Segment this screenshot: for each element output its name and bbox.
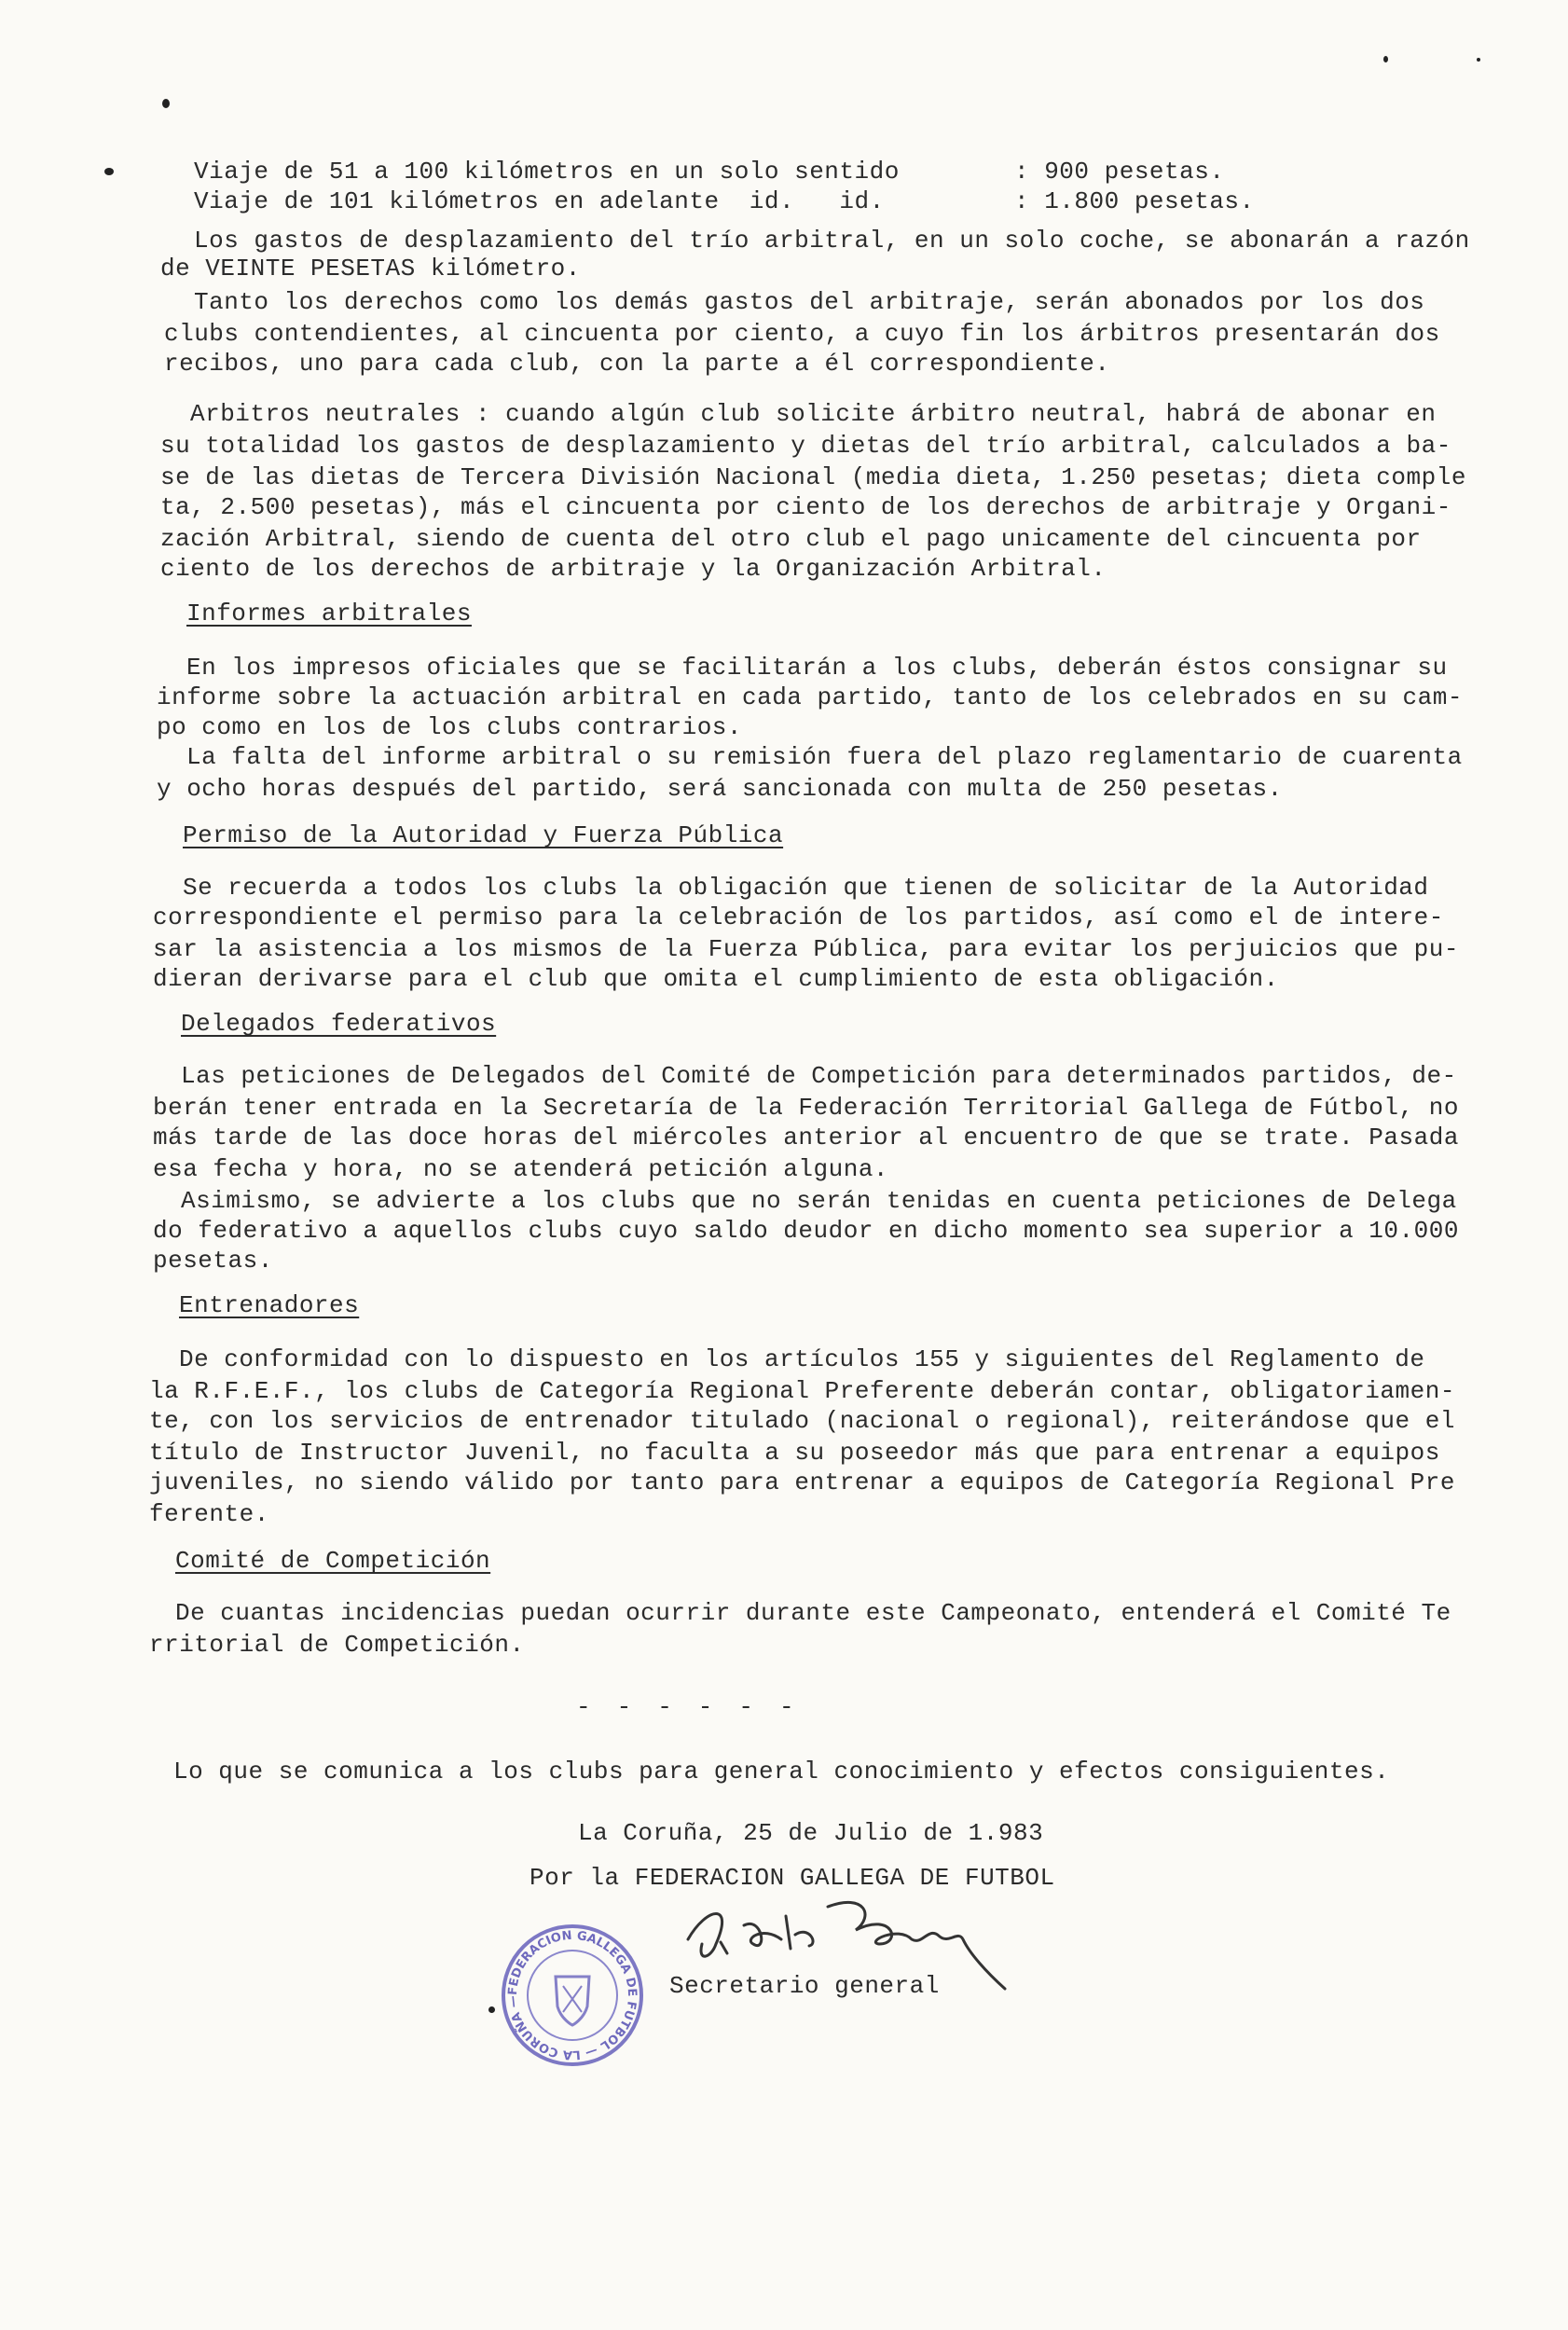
section-heading: Permiso de la Autoridad y Fuerza Pública xyxy=(183,821,784,849)
paragraph-line: De conformidad con lo dispuesto en los artículos 155 y siguientes del Reglamento de xyxy=(179,1345,1425,1373)
separator-dashes: ------ xyxy=(576,1693,820,1721)
paragraph-line: En los impresos oficiales que se facilitarán a los clubs, deberán éstos consignar su xyxy=(186,654,1448,682)
fee-row-label: Viaje de 101 kilómetros en adelante id. id. xyxy=(194,187,885,215)
paragraph-line: zación Arbitral, siendo de cuenta del otro club el pago unicamente del cincuenta por xyxy=(160,525,1422,553)
fee-row-label: Viaje de 51 a 100 kilómetros en un solo sentido xyxy=(194,158,900,186)
section-heading: Delegados federativos xyxy=(181,1010,497,1038)
paper-mark xyxy=(104,168,114,175)
paragraph-line: te, con los servicios de entrenador titulado (nacional o regional), reiterándose que el xyxy=(149,1407,1455,1435)
paragraph-line: Los gastos de desplazamiento del trío arbitral, en un solo coche, se abonarán a razón xyxy=(194,227,1470,255)
fee-row-amount: : 1.800 pesetas. xyxy=(1014,187,1255,215)
paragraph-line: de VEINTE PESETAS kilómetro. xyxy=(160,255,581,283)
fee-row-amount: : 900 pesetas. xyxy=(1014,158,1225,186)
svg-text:FEDERACION GALLEGA DE FUTBOL — xyxy=(506,1929,639,2061)
paragraph-line: sar la asistencia a los mismos de la Fuerza Pública, para evitar los perjuicios que pu- xyxy=(153,935,1459,963)
closing-statement: Lo que se comunica a los clubs para general conocimiento y efectos consiguientes. xyxy=(173,1758,1390,1785)
paragraph-line: la R.F.E.F., los clubs de Categoría Regional Preferente deberán contar, obligatoriamen- xyxy=(149,1377,1455,1405)
paragraph-line: De cuantas incidencias puedan ocurrir durante este Campeonato, entenderá el Comité Te xyxy=(175,1599,1451,1627)
paragraph-line: y ocho horas después del partido, será sancionada con multa de 250 pesetas. xyxy=(157,775,1283,803)
paragraph-line: Tanto los derechos como los demás gastos del arbitraje, serán abonados por los dos xyxy=(194,288,1425,316)
paragraph-line: esa fecha y hora, no se atenderá petición alguna. xyxy=(153,1155,889,1183)
stamp-dot xyxy=(488,2006,495,2013)
federation-line: Por la FEDERACION GALLEGA DE FUTBOL xyxy=(530,1864,1055,1892)
stamp-text: FEDERACION GALLEGA DE FUTBOL — LA CORUÑA — xyxy=(505,1928,640,2062)
paragraph-line: se de las dietas de Tercera División Nacional (media dieta, 1.250 pesetas; dieta comple xyxy=(160,463,1466,491)
paper-mark xyxy=(1477,58,1480,62)
paper-mark xyxy=(162,99,170,108)
paragraph-line: su totalidad los gastos de desplazamiento y dietas del trío arbitral, calculados a ba- xyxy=(160,432,1451,460)
paragraph-line: Arbitros neutrales : cuando algún club solicite árbitro neutral, habrá de abonar en xyxy=(190,400,1437,428)
paragraph-line: informe sobre la actuación arbitral en cada partido, tanto de los celebrados en su cam- xyxy=(157,683,1463,711)
paragraph-line: berán tener entrada en la Secretaría de la Federación Territorial Gallega de Fútbol, no xyxy=(153,1094,1459,1122)
federation-stamp xyxy=(498,1921,647,2070)
paragraph-line: Las peticiones de Delegados del Comité de Competición para determinados partidos, de- xyxy=(181,1062,1457,1090)
paragraph-line: pesetas. xyxy=(153,1247,273,1275)
paragraph-line: juveniles, no siendo válido por tanto para entrenar a equipos de Categoría Regional Pre xyxy=(149,1468,1455,1496)
paragraph-line: recibos, uno para cada club, con la parte a él correspondiente. xyxy=(164,350,1110,378)
section-heading: Informes arbitrales xyxy=(186,600,472,627)
place-date: La Coruña, 25 de Julio de 1.983 xyxy=(578,1819,1044,1847)
paragraph-line: La falta del informe arbitral o su remisión fuera del plazo reglamentario de cuarenta xyxy=(186,743,1463,771)
paragraph-line: correspondiente el permiso para la celebración de los partidos, así como el de intere- xyxy=(153,903,1444,931)
paragraph-line: título de Instructor Juvenil, no faculta a su poseedor más que para entrenar a equipos xyxy=(149,1439,1440,1467)
section-heading: Comité de Competición xyxy=(175,1547,491,1575)
paragraph-line: Asimismo, se advierte a los clubs que no serán tenidas en cuenta peticiones de Delega xyxy=(181,1187,1457,1215)
signer-title: Secretario general xyxy=(669,1972,940,2000)
paragraph-line: ciento de los derechos de arbitraje y la Organización Arbitral. xyxy=(160,555,1107,583)
paragraph-line: dieran derivarse para el club que omita el cumplimiento de esta obligación. xyxy=(153,965,1279,993)
paragraph-line: ta, 2.500 pesetas), más el cincuenta por ciento de los derechos de arbitraje y Organi- xyxy=(160,493,1451,521)
paragraph-line: ferente. xyxy=(149,1500,269,1528)
paragraph-line: po como en los de los clubs contrarios. xyxy=(157,713,742,741)
paragraph-line: rritorial de Competición. xyxy=(149,1631,525,1659)
section-heading: Entrenadores xyxy=(179,1291,360,1319)
paragraph-line: clubs contendientes, al cincuenta por ciento, a cuyo fin los árbitros presentarán dos xyxy=(164,320,1440,348)
paragraph-line: Se recuerda a todos los clubs la obligación que tienen de solicitar de la Autoridad xyxy=(183,874,1429,902)
paragraph-line: más tarde de las doce horas del miércoles anterior al encuentro de que se trate. Pasada xyxy=(153,1124,1459,1151)
paragraph-line: do federativo a aquellos clubs cuyo saldo deudor en dicho momento sea superior a 10.000 xyxy=(153,1217,1459,1245)
paper-mark xyxy=(1383,56,1388,62)
